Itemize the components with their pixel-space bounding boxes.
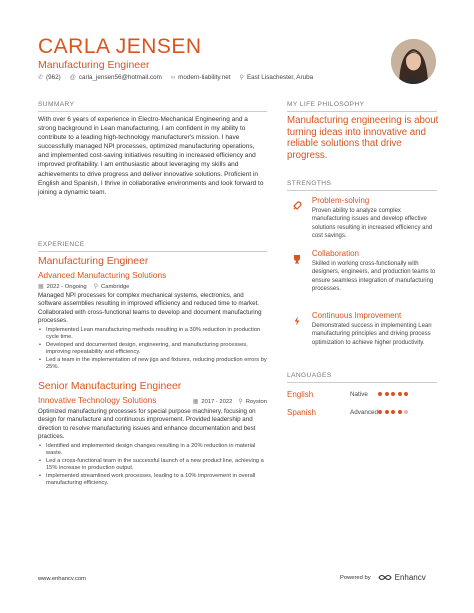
job-entry xyxy=(38,381,267,488)
list-item: • Led a team in the implementation of new jigs and fixtures, reducing production errors by 25%. xyxy=(38,357,267,372)
rating-dot-filled xyxy=(398,410,402,414)
language-level: Native xyxy=(350,391,368,398)
language-rating xyxy=(378,392,411,396)
job-bullets xyxy=(38,443,267,488)
website-contact[interactable]: ∞ modern-liability.net xyxy=(170,74,231,81)
location-pin-icon: ⚲ xyxy=(93,284,99,290)
contact-bar xyxy=(38,74,322,81)
job-meta: ▦ 2017 - 2022 ⚲ Royston xyxy=(192,398,267,405)
rating-dot-filled xyxy=(385,410,389,414)
languages-heading: LANGUAGES xyxy=(287,372,332,379)
philosophy-text: Manufacturing engineering is about turning ideas into innovative and reliable solutions that drive progress. xyxy=(287,115,439,161)
job-company: Innovative Technology Solutions xyxy=(38,395,157,405)
philosophy-heading: MY LIFE PHILOSOPHY xyxy=(287,101,365,108)
avatar xyxy=(391,39,436,84)
list-item: • Implemented Lean manufacturing methods resulting in a 30% reduction in production cycle time. xyxy=(38,327,267,342)
rocket-icon xyxy=(287,196,307,216)
link-icon: ∞ xyxy=(170,74,176,81)
footer-brand[interactable]: Powered by Enhancv xyxy=(340,573,426,582)
strength-item xyxy=(287,249,437,293)
summary-heading: SUMMARY xyxy=(38,101,75,108)
rating-dot-filled xyxy=(404,392,408,396)
at-icon: @ xyxy=(69,74,76,81)
list-item: • Developed and documented design, engineering, and manufacturing processes, improving repeatability and efficiency. xyxy=(38,342,267,357)
rating-dot-empty xyxy=(404,410,408,414)
trophy-icon xyxy=(287,249,307,269)
phone-icon: ✆ xyxy=(38,75,44,81)
summary-divider xyxy=(38,111,267,112)
list-item: • Identified and implemented design changes resulting in a 20% reduction in material waste. xyxy=(38,443,267,458)
rating-dot-filled xyxy=(391,410,395,414)
job-meta: ▦ 2022 - Ongoing ⚲ Cambridge xyxy=(38,283,130,290)
job-bullets xyxy=(38,327,267,372)
location-contact: ⚲ East Lisachester, Aruba xyxy=(239,74,314,81)
language-name: Spanish xyxy=(287,408,316,417)
strength-title: Collaboration xyxy=(311,249,359,258)
language-level: Advanced xyxy=(350,409,379,416)
location-pin-icon: ⚲ xyxy=(239,75,244,81)
philosophy-divider xyxy=(287,111,437,112)
job-role: Senior Manufacturing Engineer xyxy=(38,381,182,392)
location-pin-icon: ⚲ xyxy=(238,399,243,405)
languages-divider xyxy=(287,382,437,383)
candidate-name: CARLA JENSEN xyxy=(38,35,202,58)
enhancv-logo-icon xyxy=(378,573,392,582)
rating-dot-filled xyxy=(378,392,382,396)
strength-text: Demonstrated success in implementing Lean manufacturing principles and driving process optimization to achieve higher productivity. xyxy=(311,323,432,346)
strength-text: Skilled in working cross-functionally with designers, engineers, and production teams to ensure seamless integration of manufacturing processes. xyxy=(311,261,436,292)
experience-divider xyxy=(38,251,267,252)
candidate-title: Manufacturing Engineer xyxy=(38,59,150,71)
strength-item xyxy=(287,311,437,347)
job-company: Advanced Manufacturing Solutions xyxy=(38,270,167,280)
strengths-heading: STRENGTHS xyxy=(287,180,332,187)
strength-title: Continuous Improvement xyxy=(311,311,402,320)
job-role: Manufacturing Engineer xyxy=(38,256,149,267)
strength-title: Problem-solving xyxy=(311,196,370,205)
email-contact[interactable]: @ carla_jensen56@hotmail.com xyxy=(69,74,162,81)
list-item: • Implemented streamlined work processes, leading to a 10% improvement in overall manufacturing efficiency. xyxy=(38,473,267,488)
summary-text: With over 6 years of experience in Electro-Mechanical Engineering and a strong background in Lean manufacturing, I am confident in my ability to contribute to a leading high-technology manufacturer's mission. I have successfully managed NPI processes, optimized manufacturing operations, and implemented cost-saving initiatives resulting in increased efficiency and improved profitability. I am enthusiastic about leveraging my skills and achievements to drive progress and deliver innovative solutions. Proficient in English and Spanish, I thrive in collaborative environments and look forward to joining a dynamic team. xyxy=(38,116,264,196)
rating-dot-filled xyxy=(378,410,382,414)
language-name: English xyxy=(287,390,314,399)
lightning-icon xyxy=(287,311,307,331)
experience-heading: EXPERIENCE xyxy=(38,241,85,248)
strength-item xyxy=(287,196,437,240)
footer-site-link[interactable]: www.enhancv.com xyxy=(38,576,86,582)
rating-dot-filled xyxy=(398,392,402,396)
job-description: Managed NPI processes for complex mechanical systems, electronics, and software assemblies resulting in improved efficiency and reduced time to market. Collaborated with cross-functional teams to develop and document manufacturing processes. xyxy=(38,292,262,325)
list-item: • Led a cross-functional team in the successful launch of a new product line, achieving a 15% increase in production output. xyxy=(38,458,267,473)
language-item xyxy=(287,408,437,418)
language-item xyxy=(287,390,437,400)
phone-contact[interactable]: ✆ (962) xyxy=(38,74,61,81)
calendar-icon: ▦ xyxy=(38,284,44,290)
rating-dot-filled xyxy=(391,392,395,396)
job-description: Optimized manufacturing processes for special purpose machinery, focusing on design for manufacture and continuous improvement. Provided leadership and direction to resolve manufacturing issues and enhance documentation and best practices. xyxy=(38,408,256,441)
job-entry xyxy=(38,256,267,372)
strengths-divider xyxy=(287,190,437,191)
language-rating xyxy=(378,410,411,414)
rating-dot-filled xyxy=(385,392,389,396)
strength-text: Proven ability to analyze complex manufacturing issues and develop effective solutions resulting in increased efficiency and cost savings. xyxy=(311,208,433,239)
calendar-icon: ▦ xyxy=(192,399,199,405)
